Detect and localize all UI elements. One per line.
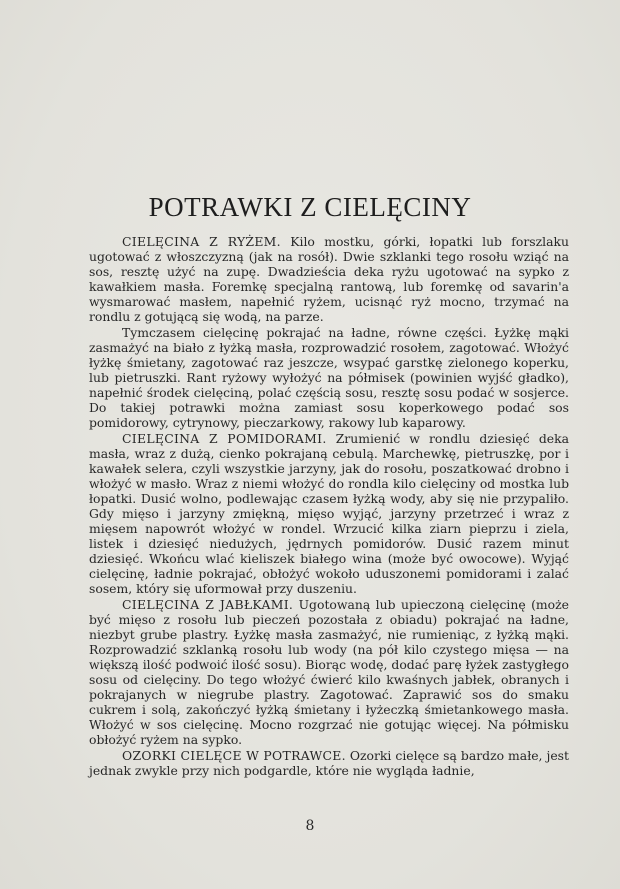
recipe-body: Tymczasem cielęcinę pokrajać na ładne, równe części. Łyżkę mąki zasmażyć na biało z łyżką masła, rozprowadzić rosołem, zagotować. Włożyć łyżkę śmietany, zagotować raz jeszcze, wsypać garstkę zielonego koperku, lub pietruszki. Rant ryżowy wyłożyć na półmisek (powinien wyjść gładko), napełnić środek cielęciną, polać częścią sosu, resztę sosu podać w sosjerce. Do takiej potrawki można zamiast sosu koperkowego podać sos pomidorowy, cytrynowy, pieczarkowy, rakowy lub kaparowy.: [89, 325, 569, 430]
recipe-text: [89, 234, 569, 778]
page-number: 8: [305, 818, 315, 834]
recipe-veal-tongues-stew: [89, 748, 569, 778]
recipe-veal-with-tomatoes: [89, 431, 569, 596]
page-title: POTRAWKI Z CIELĘCINY: [148, 192, 472, 222]
recipe-veal-with-rice-continued: [89, 325, 569, 430]
recipe-heading: OZORKI CIELĘCE W POTRAWCE.: [122, 748, 346, 763]
recipe-heading: CIELĘCINA Z RYŻEM.: [122, 234, 281, 249]
recipe-body: Kilo mostku, górki, łopatki lub forszlaku ugotować z włoszczyzną (jak na rosół). Dwie szklanki tego rosołu wziąć na sos, resztę użyć na zupę. Dwadzieścia deka ryżu ugotować na sypko z kawałkiem masła. Foremkę specjalną rantową, lub foremkę od savarin'a wysmarować masłem, napełnić ryżem, ucisnąć ryż mocno, trzymać na rondlu z gotującą się wodą, na parze.: [89, 234, 569, 324]
recipe-veal-with-rice: [89, 234, 569, 324]
recipe-heading: CIELĘCINA Z JABŁKAMI.: [122, 597, 294, 612]
recipe-veal-with-apples: [89, 597, 569, 747]
recipe-heading: CIELĘCINA Z POMIDORAMI.: [122, 431, 327, 446]
recipe-body: Zrumienić w rondlu dziesięć deka masła, wraz z dużą, cienko pokrajaną cebulą. Marchewkę, pietruszkę, por i kawałek selera, czyli wszystkie jarzyny, jak do rosołu, poszatkować drobno i włożyć w masło. Wraz z niemi włożyć do rondla kilo cielęciny od mostka lub łopatki. Dusić wolno, podlewając czasem łyżką wody, aby się nie przypaliło. Gdy mięso i jarzyny zmiękną, mięso wyjąć, jarzyny przetrzeć i wraz z mięsem napowrót włożyć w rondel. Wrzucić kilka ziarn pieprzu i ziela, listek i dziesięć niedużych, jędrnych pomidorów. Dusić razem minut dziesięć. Wkońcu wlać kieliszek białego wina (może być owocowe). Wyjąć cielęcinę, ładnie pokrajać, obłożyć wokoło uduszonemi pomidorami i zalać sosem, który się uformował przy duszeniu.: [89, 431, 569, 596]
recipe-body: Ugotowaną lub upieczoną cielęcinę (może być mięso z rosołu lub pieczeń pozostała z obiadu) pokrajać na ładne, niezbyt grube plastry. Łyżkę masła zasmażyć, nie rumieniąc, z łyżką mąki. Rozprowadzić szklanką rosołu lub wody (na pół kilo czystego mięsa — na większą ilość podwoić ilość sosu). Biorąc wodę, dodać parę łyżek zastygłego sosu od cielęciny. Do tego włożyć ćwierć kilo kwaśnych jabłek, obranych i pokrajanych w niegrube plastry. Zagotować. Zaprawić sos do smaku cukrem i solą, zakończyć łyżką śmietany i łyżeczką śmietankowego masła. Włożyć w sos cielęcinę. Mocno rozgrzać nie gotując więcej. Na półmisku obłożyć ryżem na sypko.: [89, 597, 569, 747]
recipe-body: Ozorki cielęce są bardzo małe, jest jednak zwykle przy nich podgardle, które nie wygląda ładnie,: [89, 748, 569, 778]
